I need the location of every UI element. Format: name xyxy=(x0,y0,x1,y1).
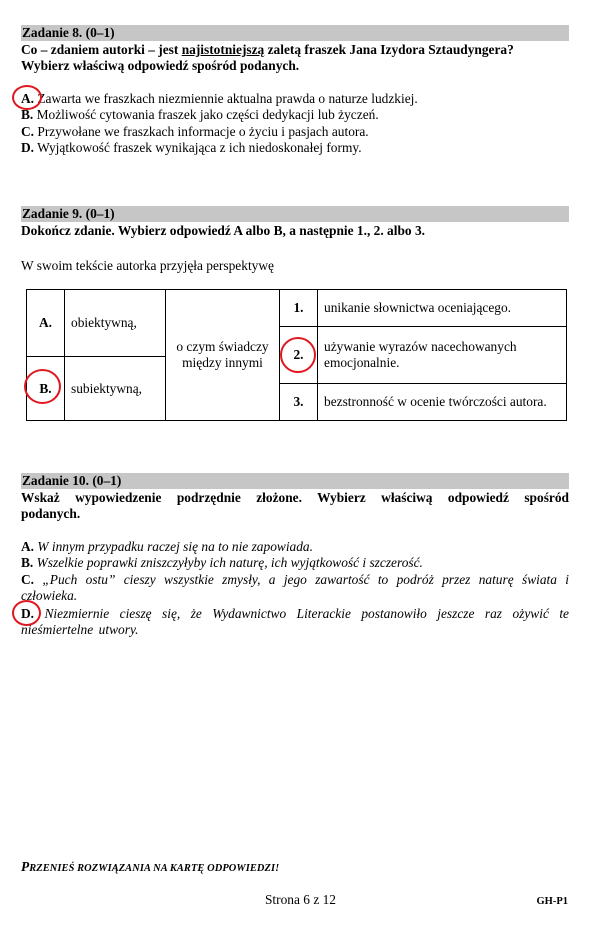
task-8-answer-c[interactable] xyxy=(21,124,569,140)
exam-code: GH-P1 xyxy=(536,896,568,907)
task-8-question-emphasis: najistotniejszą xyxy=(181,42,265,57)
task-9-table xyxy=(26,289,567,421)
option-2-number[interactable]: 2. xyxy=(280,327,318,384)
answer-text: Wyjątkowość fraszek wynikająca z ich niedoskonałej formy. xyxy=(34,140,362,155)
task-8-instruction: Wybierz właściwą odpowiedź spośród podanych. xyxy=(21,58,300,73)
task-8-question-part: Co – zdaniem autorki – jest xyxy=(21,42,182,57)
task-9-header: Zadanie 9. (0–1) xyxy=(21,206,569,222)
task-8-answer-b[interactable] xyxy=(21,107,569,123)
task-8-answer-d[interactable] xyxy=(21,140,569,156)
option-3-number[interactable]: 3. xyxy=(280,384,318,421)
answer-letter: D. xyxy=(21,606,35,621)
answer-text: Wszelkie poprawki zniszczyłyby ich naturę, ich wyjątkowość i szczerość. xyxy=(33,555,423,570)
task-8-question xyxy=(21,42,569,58)
answer-letter: C. xyxy=(21,572,35,587)
answer-letter: A. xyxy=(21,539,35,554)
note-initial: P xyxy=(21,859,30,874)
task-10-answer-c[interactable] xyxy=(21,572,569,604)
option-a-letter[interactable]: A. xyxy=(27,290,65,357)
task-10-answer-d[interactable] xyxy=(21,606,569,638)
answer-text: Możliwość cytowania fraszek jako części dedykacji lub życzeń. xyxy=(33,107,379,122)
task-8-question-part: zaletą fraszek Jana Izydora Sztaudyngera? xyxy=(264,42,514,57)
connector-text: o czym świadczy między innymi xyxy=(166,290,280,421)
answer-text: Przywołane we fraszkach informacje o życiu i pasjach autora. xyxy=(34,124,369,139)
answer-text: Zawarta we fraszkach niezmiennie aktualna prawda o naturze ludzkiej. xyxy=(34,91,418,106)
option-2-text[interactable]: używanie wyrazów nacechowanych emocjonalnie. xyxy=(318,327,567,384)
option-3-text[interactable]: bezstronność w ocenie twórczości autora. xyxy=(318,384,567,421)
transfer-answers-note xyxy=(21,859,279,877)
task-10-header: Zadanie 10. (0–1) xyxy=(21,473,569,489)
answer-text: „Puch ostu” cieszy wszystkie zmysły, a jego zawartość to podróż przez naturę świata i człowieka. xyxy=(21,572,569,603)
answer-letter: C. xyxy=(21,124,35,139)
option-b-letter[interactable]: B. xyxy=(27,357,65,421)
option-b-text[interactable]: subiektywną, xyxy=(65,357,166,421)
answer-letter: B. xyxy=(21,555,34,570)
answer-letter: D. xyxy=(21,140,35,155)
option-a-text[interactable]: obiektywną, xyxy=(65,290,166,357)
note-text: RZENIEŚ ROZWIĄZANIA NA KARTĘ ODPOWIEDZI! xyxy=(29,863,280,874)
answer-letter: B. xyxy=(21,107,34,122)
task-10-answer-b[interactable] xyxy=(21,555,569,571)
task-8-header: Zadanie 8. (0–1) xyxy=(21,25,569,41)
task-9-question: Dokończ zdanie. Wybierz odpowiedź A albo B, a następnie 1., 2. albo 3. xyxy=(21,223,425,238)
option-1-text[interactable]: unikanie słownictwa oceniającego. xyxy=(318,290,567,327)
task-10-answer-a[interactable] xyxy=(21,539,569,555)
answer-letter: A. xyxy=(21,91,35,106)
task-8-answer-a[interactable] xyxy=(21,91,569,107)
page-number: Strona 6 z 12 xyxy=(264,892,337,907)
task-10-question: Wskaż wypowiedzenie podrzędnie złożone. Wybierz właściwą odpowiedź spośród podanych. xyxy=(21,490,569,521)
answer-text: Niezmiernie cieszę się, że Wydawnictwo Literackie postanowiło jeszcze raz ożywić te nieśmiertelne utwory. xyxy=(21,606,569,637)
option-1-number[interactable]: 1. xyxy=(280,290,318,327)
answer-text: W innym przypadku raczej się na to nie zapowiada. xyxy=(34,539,313,554)
task-9-stem: W swoim tekście autorka przyjęła perspektywę xyxy=(21,258,274,273)
